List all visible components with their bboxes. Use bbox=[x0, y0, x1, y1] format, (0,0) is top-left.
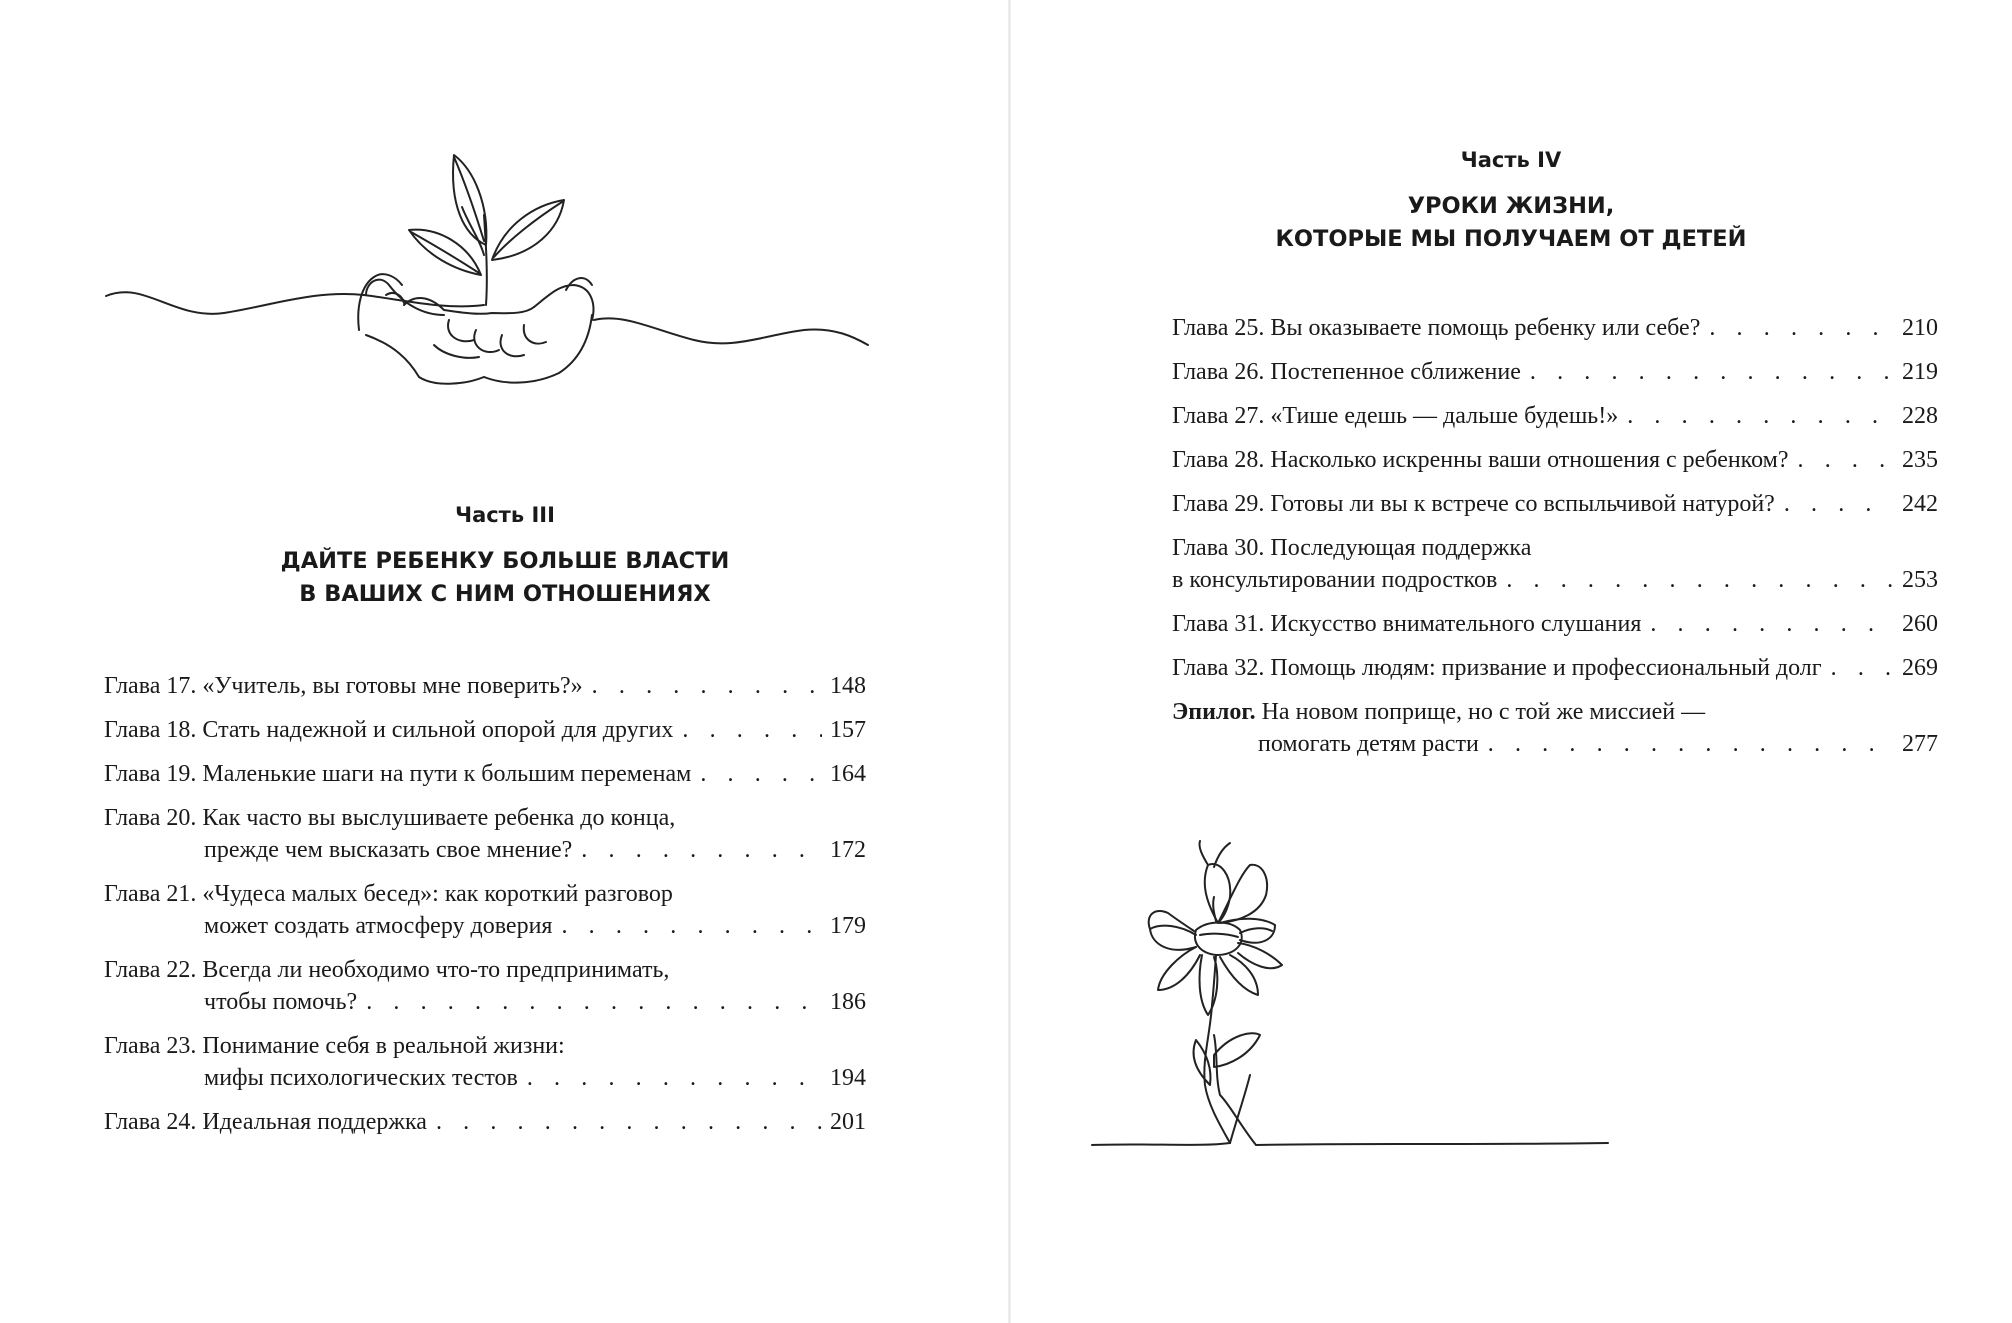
toc-entry bbox=[1172, 608, 1938, 640]
chapter-number: Глава 24. bbox=[104, 1109, 197, 1135]
chapter-title: Готовы ли вы к встрече со вспыльчивой натурой? bbox=[1270, 491, 1775, 517]
chapter-number: Глава 18. bbox=[104, 717, 197, 743]
leader-dots bbox=[527, 1062, 822, 1094]
toc-entry bbox=[104, 714, 866, 746]
chapter-number: Глава 28. bbox=[1172, 447, 1265, 473]
toc-entry-epilogue bbox=[1172, 696, 1938, 760]
chapter-number: Глава 20. bbox=[104, 805, 197, 831]
table-of-contents bbox=[1172, 312, 1938, 760]
chapter-title-line1: На новом поприще, но с той же миссией — bbox=[1261, 699, 1706, 725]
leader-dots bbox=[1530, 356, 1894, 388]
part-title-line: УРОКИ ЖИЗНИ, bbox=[1407, 193, 1615, 219]
toc-entry bbox=[104, 878, 866, 942]
page-number: 210 bbox=[1902, 315, 1938, 341]
chapter-title-line2: мифы психологических тестов bbox=[204, 1065, 518, 1091]
chapter-title: Стать надежной и сильной опорой для других bbox=[202, 717, 674, 743]
toc-entry bbox=[104, 670, 866, 702]
page-number: 260 bbox=[1902, 611, 1938, 637]
chapter-title: Вы оказываете помощь ребенку или себе? bbox=[1270, 315, 1701, 341]
chapter-number: Глава 17. bbox=[104, 673, 197, 699]
leader-dots bbox=[1506, 564, 1894, 596]
toc-entry bbox=[1172, 532, 1938, 596]
page-number: 253 bbox=[1902, 567, 1938, 593]
leader-dots bbox=[561, 910, 822, 942]
page-number: 219 bbox=[1902, 359, 1938, 385]
chapter-title-line1: Понимание себя в реальной жизни: bbox=[202, 1033, 565, 1059]
page-number: 269 bbox=[1902, 655, 1938, 681]
chapter-title: Идеальная поддержка bbox=[202, 1109, 427, 1135]
chapter-title: Постепенное сближение bbox=[1270, 359, 1521, 385]
leader-dots bbox=[1784, 488, 1894, 520]
chapter-title: Помощь людям: призвание и профессиональный долг bbox=[1270, 655, 1822, 681]
toc-entry bbox=[1172, 488, 1938, 520]
part-label: Часть IV bbox=[1460, 148, 1562, 172]
part-title-line: В ВАШИХ С НИМ ОТНОШЕНИЯХ bbox=[299, 581, 711, 607]
chapter-title-line2: прежде чем высказать свое мнение? bbox=[204, 837, 573, 863]
flower-butterfly-illustration bbox=[1090, 805, 1610, 1150]
toc-entry bbox=[104, 1106, 866, 1138]
chapter-number: Глава 32. bbox=[1172, 655, 1265, 681]
page-number: 148 bbox=[830, 673, 866, 699]
part-header bbox=[0, 503, 1010, 611]
leader-dots bbox=[682, 714, 822, 746]
part-title-line: ДАЙТЕ РЕБЕНКУ БОЛЬШЕ ВЛАСТИ bbox=[280, 548, 730, 574]
chapter-title-line1: «Чудеса малых бесед»: как короткий разговор bbox=[202, 881, 673, 907]
chapter-number: Глава 29. bbox=[1172, 491, 1265, 517]
toc-entry bbox=[1172, 444, 1938, 476]
toc-entry bbox=[1172, 652, 1938, 684]
leader-dots bbox=[1798, 444, 1894, 476]
chapter-title-line1: Последующая поддержка bbox=[1270, 535, 1532, 561]
toc-entry bbox=[1172, 400, 1938, 432]
leader-dots bbox=[700, 758, 822, 790]
page-number: 201 bbox=[830, 1109, 866, 1135]
toc-entry bbox=[104, 954, 866, 1018]
part-title bbox=[1010, 190, 2012, 256]
chapter-title-line2: чтобы помочь? bbox=[204, 989, 358, 1015]
part-title bbox=[0, 545, 1010, 611]
chapter-number: Глава 21. bbox=[104, 881, 197, 907]
chapter-number: Глава 22. bbox=[104, 957, 197, 983]
toc-entry bbox=[104, 1030, 866, 1094]
page-number: 157 bbox=[830, 717, 866, 743]
chapter-title: Насколько искренны ваши отношения с ребенком? bbox=[1270, 447, 1789, 473]
page-number: 242 bbox=[1902, 491, 1938, 517]
chapter-title-line2: в консультировании подростков bbox=[1172, 567, 1498, 593]
epilogue-label: Эпилог. bbox=[1172, 699, 1256, 725]
page-number: 172 bbox=[830, 837, 866, 863]
toc-entry bbox=[1172, 312, 1938, 344]
leader-dots bbox=[1488, 728, 1894, 760]
toc-entry bbox=[104, 802, 866, 866]
leader-dots bbox=[1627, 400, 1894, 432]
chapter-number: Глава 26. bbox=[1172, 359, 1265, 385]
chapter-title-line1: Всегда ли необходимо что-то предпринимать, bbox=[202, 957, 670, 983]
chapter-title: Искусство внимательного слушания bbox=[1270, 611, 1642, 637]
chapter-number: Глава 31. bbox=[1172, 611, 1265, 637]
chapter-number: Глава 30. bbox=[1172, 535, 1265, 561]
leader-dots bbox=[366, 986, 822, 1018]
leader-dots bbox=[1831, 652, 1894, 684]
chapter-number: Глава 25. bbox=[1172, 315, 1265, 341]
chapter-title: Маленькие шаги на пути к большим переменам bbox=[202, 761, 692, 787]
chapter-title: «Учитель, вы готовы мне поверить?» bbox=[202, 673, 583, 699]
page-number: 164 bbox=[830, 761, 866, 787]
toc-entry bbox=[104, 758, 866, 790]
page-number: 235 bbox=[1902, 447, 1938, 473]
leader-dots bbox=[1709, 312, 1894, 344]
chapter-number: Глава 27. bbox=[1172, 403, 1265, 429]
page-number: 179 bbox=[830, 913, 866, 939]
chapter-number: Глава 19. bbox=[104, 761, 197, 787]
chapter-number: Глава 23. bbox=[104, 1033, 197, 1059]
part-label: Часть III bbox=[455, 503, 555, 527]
page-number: 186 bbox=[830, 989, 866, 1015]
page-number: 228 bbox=[1902, 403, 1938, 429]
chapter-title: «Тише едешь — дальше будешь!» bbox=[1270, 403, 1619, 429]
page-number: 277 bbox=[1902, 731, 1938, 757]
right-page bbox=[1010, 0, 2012, 1323]
chapter-title-line2: помогать детям расти bbox=[1258, 731, 1479, 757]
chapter-title-line1: Как часто вы выслушиваете ребенка до конца, bbox=[202, 805, 676, 831]
chapter-title-line2: может создать атмосферу доверия bbox=[204, 913, 553, 939]
part-header bbox=[1010, 148, 2012, 256]
leader-dots bbox=[581, 834, 822, 866]
table-of-contents bbox=[104, 670, 866, 1138]
leader-dots bbox=[1650, 608, 1894, 640]
part-title-line: КОТОРЫЕ МЫ ПОЛУЧАЕМ ОТ ДЕТЕЙ bbox=[1275, 226, 1747, 252]
hands-sprout-illustration bbox=[104, 145, 870, 395]
page-number: 194 bbox=[830, 1065, 866, 1091]
leader-dots bbox=[436, 1106, 822, 1138]
toc-entry bbox=[1172, 356, 1938, 388]
leader-dots bbox=[592, 670, 822, 702]
